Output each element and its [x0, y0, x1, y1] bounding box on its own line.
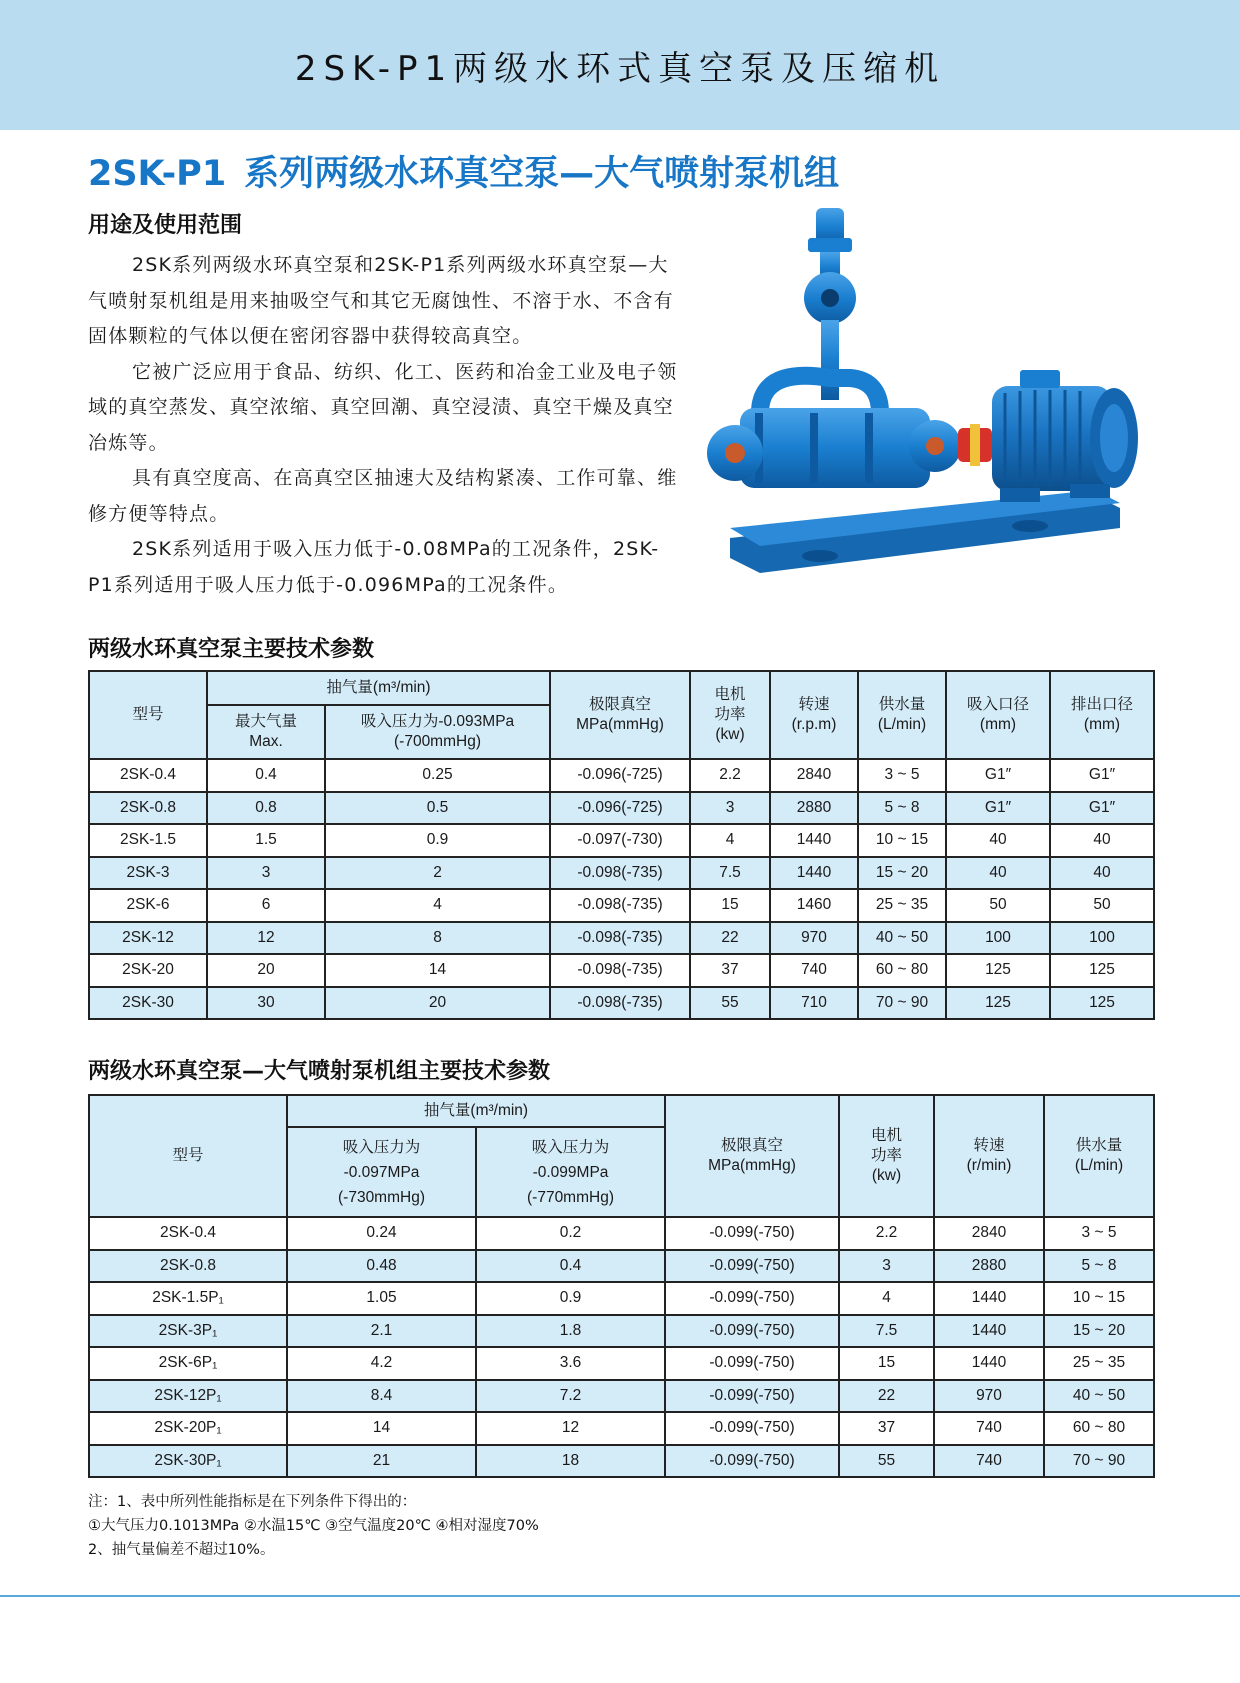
- table-row: [89, 1380, 1154, 1413]
- model-cell: 2SK-0.4: [89, 759, 207, 792]
- footnote-line: ①大气压力0.1013MPa ②水温15℃ ③空气温度20℃ ④相对湿度70%: [88, 1518, 539, 1534]
- table-cell: -0.098(-735): [550, 922, 690, 955]
- table-cell: 5 ~ 8: [858, 792, 946, 825]
- model-cell: 2SK-12: [89, 922, 207, 955]
- model-cell: 2SK-1.5P₁: [89, 1282, 287, 1315]
- table-cell: -0.098(-735): [550, 954, 690, 987]
- table-cell: 12: [207, 922, 325, 955]
- table-cell: 18: [476, 1445, 665, 1478]
- table-cell: 40: [1050, 824, 1154, 857]
- table-cell: 740: [770, 954, 858, 987]
- table-cell: 37: [839, 1412, 934, 1445]
- table-cell: 22: [690, 922, 770, 955]
- table-cell: 2.1: [287, 1315, 476, 1348]
- table-cell: 55: [839, 1445, 934, 1478]
- col-header-outlet: 排出口径 (mm): [1050, 671, 1154, 759]
- table-cell: 1.05: [287, 1282, 476, 1315]
- table-cell: -0.096(-725): [550, 792, 690, 825]
- table-cell: 4.2: [287, 1347, 476, 1380]
- table-cell: 55: [690, 987, 770, 1020]
- table-cell: 14: [325, 954, 550, 987]
- table-cell: 4: [839, 1282, 934, 1315]
- col-header-ultimate-vacuum: 极限真空 MPa(mmHg): [665, 1095, 839, 1217]
- table-cell: 3 ~ 5: [858, 759, 946, 792]
- table-cell: -0.098(-735): [550, 857, 690, 890]
- col-header-flow-at-pressure: 吸入压力为-0.093MPa (-700mmHg): [325, 705, 550, 759]
- table-cell: 1.5: [207, 824, 325, 857]
- table-cell: 3: [207, 857, 325, 890]
- table-row: [89, 1412, 1154, 1445]
- table-cell: 12: [476, 1412, 665, 1445]
- usage-paragraph: 2SK系列适用于吸入压力低于-0.08MPa的工况条件，2SK-P1系列适用于吸人压力低于-0.096MPa的工况条件。: [88, 538, 660, 596]
- col-header-motor-power: 电机 功率 (kw): [839, 1095, 934, 1217]
- table-cell: 20: [325, 987, 550, 1020]
- table-cell: 125: [946, 954, 1050, 987]
- table-cell: 4: [325, 889, 550, 922]
- table-cell: 30: [207, 987, 325, 1020]
- page-title-model: 2SK-P1: [88, 154, 227, 194]
- col-header-model: 型号: [89, 671, 207, 759]
- col-header-motor-power: 电机 功率 (kw): [690, 671, 770, 759]
- table-cell: 1440: [934, 1347, 1044, 1380]
- table-cell: 100: [946, 922, 1050, 955]
- table-cell: 2840: [770, 759, 858, 792]
- table-cell: G1″: [946, 792, 1050, 825]
- table-cell: -0.099(-750): [665, 1315, 839, 1348]
- table1-heading: 两级水环真空泵主要技术参数: [88, 637, 375, 662]
- table-cell: 20: [207, 954, 325, 987]
- usage-description: [88, 248, 678, 603]
- table-cell: 3: [690, 792, 770, 825]
- table-cell: 40: [946, 824, 1050, 857]
- table-cell: 0.25: [325, 759, 550, 792]
- table-cell: 8.4: [287, 1380, 476, 1413]
- table-row: [89, 1217, 1154, 1250]
- footnote-line: 注：1、表中所列性能指标是在下列条件下得出的：: [88, 1494, 417, 1510]
- model-cell: 2SK-1.5: [89, 824, 207, 857]
- table-cell: 1440: [770, 857, 858, 890]
- usage-paragraph: 2SK系列两级水环真空泵和2SK-P1系列两级水环真空泵—大气喷射泵机组是用来抽吸空气和其它无腐蚀性、不溶于水、不含有固体颗粒的气体以便在密闭容器中获得较高真空。: [88, 254, 674, 347]
- table2-heading: 两级水环真空泵—大气喷射泵机组主要技术参数: [88, 1059, 551, 1084]
- table-cell: G1″: [1050, 759, 1154, 792]
- table-cell: 125: [1050, 987, 1154, 1020]
- table-cell: 14: [287, 1412, 476, 1445]
- table-cell: -0.096(-725): [550, 759, 690, 792]
- col-header-flow-group: 抽气量(m³/min): [207, 671, 550, 705]
- table-cell: 37: [690, 954, 770, 987]
- col-header-flow-b: 吸入压力为 -0.099MPa (-770mmHg): [476, 1127, 665, 1217]
- model-cell: 2SK-0.8: [89, 1250, 287, 1283]
- model-cell: 2SK-0.8: [89, 792, 207, 825]
- model-cell: 2SK-20P₁: [89, 1412, 287, 1445]
- table-cell: -0.099(-750): [665, 1347, 839, 1380]
- header-banner: [0, 0, 1240, 130]
- table-cell: 2: [325, 857, 550, 890]
- col-header-water-supply: 供水量 (L/min): [858, 671, 946, 759]
- page-title-text: 系列两级水环真空泵—大气喷射泵机组: [244, 154, 840, 194]
- table-cell: G1″: [1050, 792, 1154, 825]
- table-cell: 10 ~ 15: [858, 824, 946, 857]
- table-cell: 125: [946, 987, 1050, 1020]
- col-header-flow-group: 抽气量(m³/min): [287, 1095, 665, 1127]
- table-row: [89, 824, 1154, 857]
- model-cell: 2SK-3: [89, 857, 207, 890]
- model-cell: 2SK-20: [89, 954, 207, 987]
- col-header-speed: 转速 (r.p.m): [770, 671, 858, 759]
- table-row: [89, 1445, 1154, 1478]
- table-cell: 0.4: [207, 759, 325, 792]
- table-cell: -0.099(-750): [665, 1282, 839, 1315]
- table-cell: 740: [934, 1412, 1044, 1445]
- table-cell: 0.2: [476, 1217, 665, 1250]
- table-cell: 8: [325, 922, 550, 955]
- table-cell: 970: [934, 1380, 1044, 1413]
- table-cell: 40: [1050, 857, 1154, 890]
- table-cell: 4: [690, 824, 770, 857]
- table-cell: 2840: [934, 1217, 1044, 1250]
- table-row: [89, 889, 1154, 922]
- model-cell: 2SK-3P₁: [89, 1315, 287, 1348]
- col-header-max-flow: 最大气量 Max.: [207, 705, 325, 759]
- table-cell: 15: [690, 889, 770, 922]
- table-cell: 15 ~ 20: [858, 857, 946, 890]
- table-row: [89, 922, 1154, 955]
- table-cell: -0.099(-750): [665, 1380, 839, 1413]
- model-cell: 2SK-6: [89, 889, 207, 922]
- table-cell: -0.099(-750): [665, 1217, 839, 1250]
- table-cell: 50: [1050, 889, 1154, 922]
- table-cell: 2.2: [839, 1217, 934, 1250]
- table-cell: 3 ~ 5: [1044, 1217, 1154, 1250]
- table-cell: 125: [1050, 954, 1154, 987]
- table-cell: -0.099(-750): [665, 1445, 839, 1478]
- table-cell: 40 ~ 50: [1044, 1380, 1154, 1413]
- table-cell: G1″: [946, 759, 1050, 792]
- table-cell: 7.2: [476, 1380, 665, 1413]
- pump-spec-table: [88, 670, 1155, 1020]
- product-photo: [700, 208, 1150, 593]
- banner-title: 2SK-P1两级水环式真空泵及压缩机: [294, 48, 946, 89]
- model-cell: 2SK-6P₁: [89, 1347, 287, 1380]
- footnote-line: 2、抽气量偏差不超过10%。: [88, 1542, 275, 1558]
- col-header-model: 型号: [89, 1095, 287, 1217]
- table-cell: 25 ~ 35: [858, 889, 946, 922]
- table-cell: 1440: [770, 824, 858, 857]
- model-cell: 2SK-30P₁: [89, 1445, 287, 1478]
- usage-paragraph: 它被广泛应用于食品、纺织、化工、医药和冶金工业及电子领域的真空蒸发、真空浓缩、真空回潮、真空浸渍、真空干燥及真空冶炼等。: [88, 360, 678, 454]
- table-row: [89, 1347, 1154, 1380]
- col-header-inlet: 吸入口径 (mm): [946, 671, 1050, 759]
- table-cell: 15 ~ 20: [1044, 1315, 1154, 1348]
- table-cell: 2880: [934, 1250, 1044, 1283]
- usage-heading: 用途及使用范围: [88, 213, 243, 238]
- table-cell: -0.098(-735): [550, 889, 690, 922]
- table-cell: 2880: [770, 792, 858, 825]
- table-row: [89, 1250, 1154, 1283]
- table-cell: 25 ~ 35: [1044, 1347, 1154, 1380]
- footnotes: [88, 1490, 539, 1562]
- table-cell: 0.48: [287, 1250, 476, 1283]
- table-cell: 40 ~ 50: [858, 922, 946, 955]
- table-cell: 1440: [934, 1315, 1044, 1348]
- model-cell: 2SK-0.4: [89, 1217, 287, 1250]
- col-header-ultimate-vacuum: 极限真空 MPa(mmHg): [550, 671, 690, 759]
- table-row: [89, 792, 1154, 825]
- vacuum-pump-unit-illustration: [700, 208, 1150, 593]
- table-cell: 6: [207, 889, 325, 922]
- table-cell: 1440: [934, 1282, 1044, 1315]
- table-cell: 1460: [770, 889, 858, 922]
- table-row: [89, 1282, 1154, 1315]
- table-cell: 3: [839, 1250, 934, 1283]
- table-cell: 60 ~ 80: [858, 954, 946, 987]
- table-cell: -0.099(-750): [665, 1250, 839, 1283]
- table-cell: 0.9: [476, 1282, 665, 1315]
- table-cell: 5 ~ 8: [1044, 1250, 1154, 1283]
- table-cell: 70 ~ 90: [858, 987, 946, 1020]
- table-cell: 22: [839, 1380, 934, 1413]
- table-row: [89, 759, 1154, 792]
- table-cell: -0.098(-735): [550, 987, 690, 1020]
- table-cell: 1.8: [476, 1315, 665, 1348]
- table-cell: 970: [770, 922, 858, 955]
- table-cell: 0.4: [476, 1250, 665, 1283]
- usage-paragraph: 具有真空度高、在高真空区抽速大及结构紧凑、工作可靠、维修方便等特点。: [88, 467, 678, 525]
- table-cell: -0.099(-750): [665, 1412, 839, 1445]
- table-cell: 7.5: [839, 1315, 934, 1348]
- table-cell: 100: [1050, 922, 1154, 955]
- table-cell: 40: [946, 857, 1050, 890]
- table-row: [89, 954, 1154, 987]
- table-cell: 2.2: [690, 759, 770, 792]
- table-cell: 0.5: [325, 792, 550, 825]
- table-row: [89, 987, 1154, 1020]
- table-cell: 21: [287, 1445, 476, 1478]
- table-cell: 3.6: [476, 1347, 665, 1380]
- table-cell: 15: [839, 1347, 934, 1380]
- table-cell: 50: [946, 889, 1050, 922]
- table-cell: 740: [934, 1445, 1044, 1478]
- col-header-water-supply: 供水量 (L/min): [1044, 1095, 1154, 1217]
- table-cell: 0.9: [325, 824, 550, 857]
- table-cell: 0.8: [207, 792, 325, 825]
- table-cell: 710: [770, 987, 858, 1020]
- table-cell: 0.24: [287, 1217, 476, 1250]
- table-cell: 70 ~ 90: [1044, 1445, 1154, 1478]
- model-cell: 2SK-12P₁: [89, 1380, 287, 1413]
- col-header-speed: 转速 (r/min): [934, 1095, 1044, 1217]
- unit-spec-table: [88, 1094, 1155, 1478]
- col-header-flow-a: 吸入压力为 -0.097MPa (-730mmHg): [287, 1127, 476, 1217]
- footer-divider: [0, 1595, 1240, 1597]
- page-title: [88, 146, 839, 196]
- table-cell: 60 ~ 80: [1044, 1412, 1154, 1445]
- table-cell: -0.097(-730): [550, 824, 690, 857]
- table-row: [89, 857, 1154, 890]
- table-cell: 7.5: [690, 857, 770, 890]
- model-cell: 2SK-30: [89, 987, 207, 1020]
- table-row: [89, 1315, 1154, 1348]
- table-cell: 10 ~ 15: [1044, 1282, 1154, 1315]
